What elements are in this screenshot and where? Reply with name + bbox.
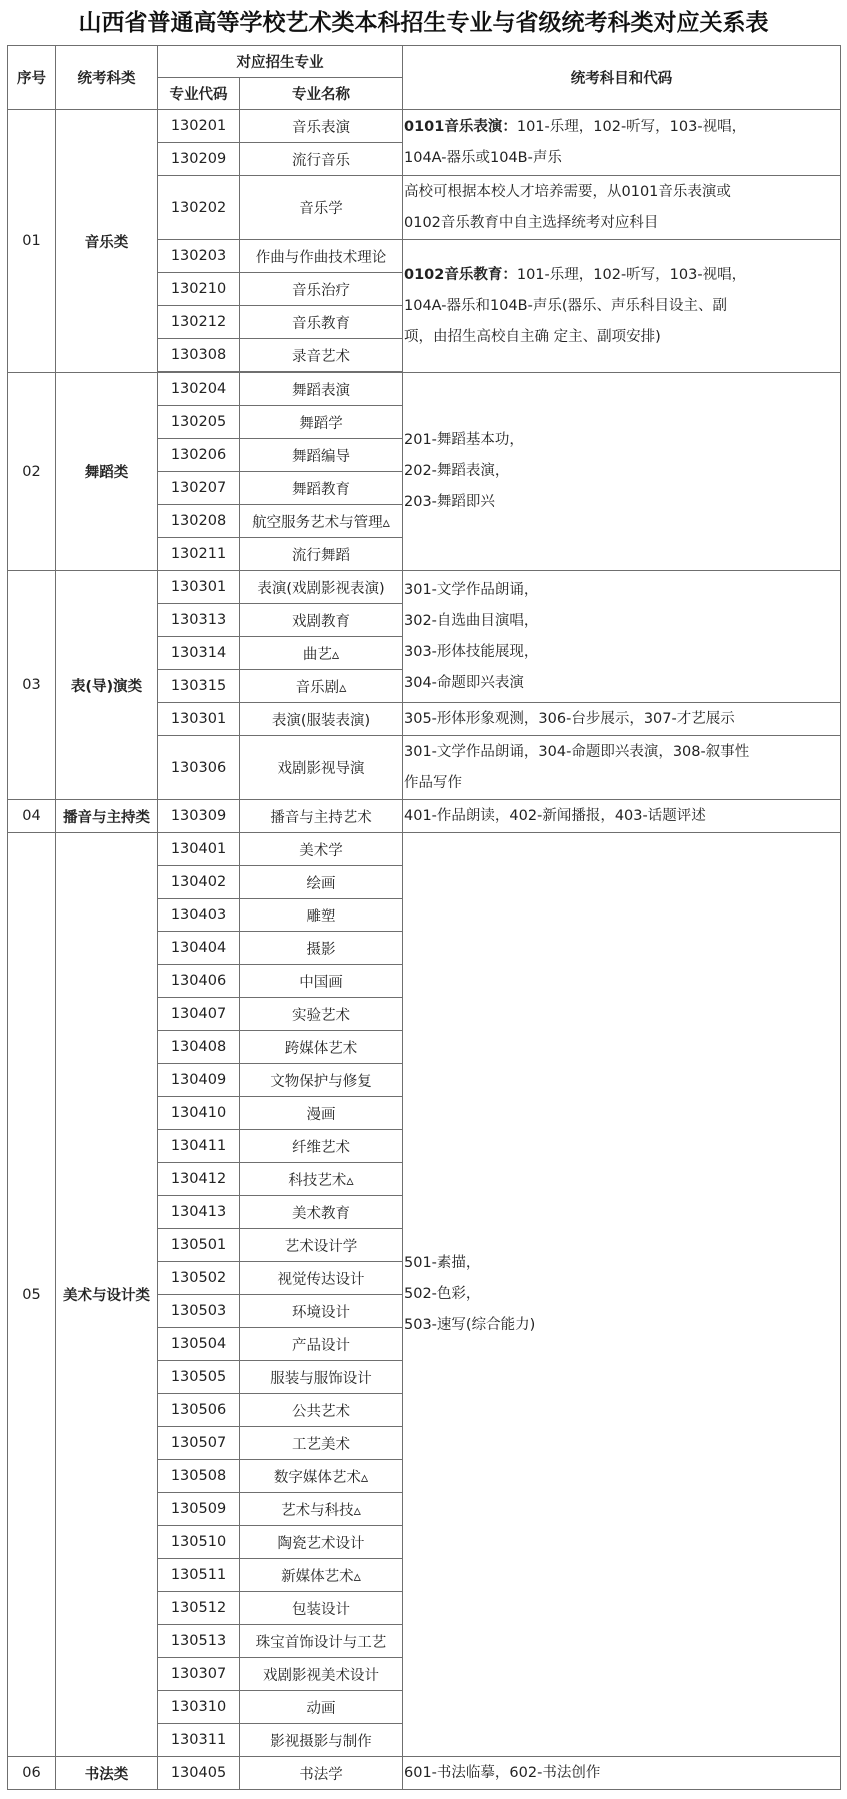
code-cell: 130406 xyxy=(158,965,240,998)
code-cell: 130504 xyxy=(158,1328,240,1361)
seq-cell: 03 xyxy=(8,571,56,800)
category-cell: 音乐类 xyxy=(56,110,158,373)
name-cell: 珠宝首饰设计与工艺 xyxy=(240,1625,403,1658)
table-row xyxy=(8,110,841,143)
page-title: 山西省普通高等学校艺术类本科招生专业与省级统考科类对应关系表 xyxy=(78,10,769,36)
header-row-1 xyxy=(8,46,841,78)
code-cell: 130203 xyxy=(158,240,240,273)
name-cell: 录音艺术 xyxy=(240,339,403,372)
code-cell: 130512 xyxy=(158,1592,240,1625)
subject-line: 302-自选曲目演唱， xyxy=(404,612,539,629)
header-name: 专业名称 xyxy=(240,78,403,110)
seq-cell: 05 xyxy=(8,833,56,1757)
subjects-cell xyxy=(403,571,841,703)
seq-cell: 02 xyxy=(8,373,56,571)
name-cell: 陶瓷艺术设计 xyxy=(240,1526,403,1559)
code-cell: 130404 xyxy=(158,932,240,965)
header-seq: 序号 xyxy=(8,46,56,110)
subject-line: 作品写作 xyxy=(404,774,462,791)
code-cell: 130206 xyxy=(158,439,240,472)
code-cell: 130507 xyxy=(158,1427,240,1460)
code-cell: 130201 xyxy=(158,110,240,143)
name-cell: 科技艺术▵ xyxy=(240,1163,403,1196)
code-cell: 130413 xyxy=(158,1196,240,1229)
table-row xyxy=(8,373,841,406)
subject-line: 502-色彩， xyxy=(404,1286,481,1302)
code-cell: 130503 xyxy=(158,1295,240,1328)
code-cell: 130505 xyxy=(158,1361,240,1394)
name-cell: 音乐学 xyxy=(240,176,403,240)
subjects-cell xyxy=(403,176,841,240)
name-cell: 流行音乐 xyxy=(240,143,403,176)
code-cell: 130509 xyxy=(158,1493,240,1526)
name-cell: 舞蹈编导 xyxy=(240,439,403,472)
code-cell: 130301 xyxy=(158,703,240,736)
code-cell: 130307 xyxy=(158,1658,240,1691)
name-cell: 艺术与科技▵ xyxy=(240,1493,403,1526)
name-cell: 戏剧影视导演 xyxy=(240,736,403,800)
header-subjects: 统考科目和代码 xyxy=(403,46,841,110)
code-cell: 130209 xyxy=(158,143,240,176)
name-cell: 戏剧影视美术设计 xyxy=(240,1658,403,1691)
name-cell: 美术学 xyxy=(240,833,403,866)
seq-cell: 06 xyxy=(8,1757,56,1790)
subject-line: 303-形体技能展现， xyxy=(404,643,539,660)
code-cell: 130310 xyxy=(158,1691,240,1724)
subject-line: 项，由招生高校自主确 定主、副项安排) xyxy=(404,328,661,345)
subject-line: 0101音乐表演：101-乐理，102-听写，103-视唱， xyxy=(404,118,747,135)
name-cell: 表演(戏剧影视表演) xyxy=(240,571,403,604)
name-cell: 艺术设计学 xyxy=(240,1229,403,1262)
name-cell: 作曲与作曲技术理论 xyxy=(240,240,403,273)
name-cell: 数字媒体艺术▵ xyxy=(240,1460,403,1493)
code-cell: 130211 xyxy=(158,538,240,571)
name-cell: 绘画 xyxy=(240,866,403,899)
name-cell: 美术教育 xyxy=(240,1196,403,1229)
name-cell: 音乐教育 xyxy=(240,306,403,339)
subject-heading: 0101音乐表演： xyxy=(404,118,517,135)
subject-line: 301-文学作品朗诵，304-命题即兴表演，308-叙事性 xyxy=(404,743,750,760)
code-cell: 130208 xyxy=(158,505,240,538)
subject-line: 305-形体形象观测，306-台步展示，307-才艺展示 xyxy=(404,710,735,727)
subject-line: 301-文学作品朗诵， xyxy=(404,581,539,598)
code-cell: 130410 xyxy=(158,1097,240,1130)
subjects-cell xyxy=(403,110,841,176)
name-cell: 戏剧教育 xyxy=(240,604,403,637)
category-cell: 书法类 xyxy=(56,1757,158,1790)
mapping-table xyxy=(7,45,841,1790)
code-cell: 130405 xyxy=(158,1757,240,1790)
code-cell: 130308 xyxy=(158,339,240,372)
name-cell: 纤维艺术 xyxy=(240,1130,403,1163)
subjects-cell xyxy=(403,703,841,736)
name-cell: 舞蹈表演 xyxy=(240,373,403,406)
code-cell: 130309 xyxy=(158,800,240,833)
code-cell: 130306 xyxy=(158,736,240,800)
subject-line: 0102音乐教育：101-乐理，102-听写，103-视唱， xyxy=(404,266,747,283)
code-cell: 130501 xyxy=(158,1229,240,1262)
subject-line: 201-舞蹈基本功， xyxy=(404,432,524,448)
code-cell: 130407 xyxy=(158,998,240,1031)
table-row xyxy=(8,571,841,604)
name-cell: 舞蹈教育 xyxy=(240,472,403,505)
subject-line: 401-作品朗读，402-新闻播报，403-话题评述 xyxy=(404,807,706,824)
name-cell: 音乐表演 xyxy=(240,110,403,143)
subject-line: 503-速写(综合能力) xyxy=(404,1317,536,1333)
code-cell: 130212 xyxy=(158,306,240,339)
subjects-cell xyxy=(403,240,841,373)
code-cell: 130502 xyxy=(158,1262,240,1295)
subject-line: 601-书法临摹，602-书法创作 xyxy=(404,1764,601,1781)
category-cell: 美术与设计类 xyxy=(56,833,158,1757)
subject-line: 高校可根据本校人才培养需要，从0101音乐表演或 xyxy=(404,183,731,200)
subjects-cell xyxy=(403,833,841,1757)
subjects-cell xyxy=(403,736,841,800)
code-cell: 130315 xyxy=(158,670,240,703)
subjects-cell xyxy=(403,373,841,571)
name-cell: 播音与主持艺术 xyxy=(240,800,403,833)
category-cell: 舞蹈类 xyxy=(56,373,158,571)
subject-line: 304-命题即兴表演 xyxy=(404,674,524,691)
code-cell: 130314 xyxy=(158,637,240,670)
code-cell: 130311 xyxy=(158,1724,240,1757)
category-cell: 表(导)演类 xyxy=(56,571,158,800)
name-cell: 音乐剧▵ xyxy=(240,670,403,703)
name-cell: 包装设计 xyxy=(240,1592,403,1625)
code-cell: 130301 xyxy=(158,571,240,604)
name-cell: 实验艺术 xyxy=(240,998,403,1031)
name-cell: 环境设计 xyxy=(240,1295,403,1328)
subjects-cell xyxy=(403,800,841,833)
name-cell: 漫画 xyxy=(240,1097,403,1130)
name-cell: 产品设计 xyxy=(240,1328,403,1361)
name-cell: 音乐治疗 xyxy=(240,273,403,306)
seq-cell: 04 xyxy=(8,800,56,833)
subject-line: 203-舞蹈即兴 xyxy=(404,494,495,510)
code-cell: 130202 xyxy=(158,176,240,240)
code-cell: 130313 xyxy=(158,604,240,637)
code-cell: 130411 xyxy=(158,1130,240,1163)
code-cell: 130409 xyxy=(158,1064,240,1097)
header-majors: 对应招生专业 xyxy=(158,46,403,78)
table-row xyxy=(8,800,841,833)
subjects-cell xyxy=(403,1757,841,1790)
name-cell: 航空服务艺术与管理▵ xyxy=(240,505,403,538)
name-cell: 文物保护与修复 xyxy=(240,1064,403,1097)
subject-line: 104A-器乐或104B-声乐 xyxy=(404,149,562,166)
name-cell: 公共艺术 xyxy=(240,1394,403,1427)
table-row xyxy=(8,1757,841,1790)
code-cell: 130204 xyxy=(158,373,240,406)
code-cell: 130402 xyxy=(158,866,240,899)
subject-line: 104A-器乐和104B-声乐(器乐、声乐科目设主、副 xyxy=(404,297,728,314)
name-cell: 工艺美术 xyxy=(240,1427,403,1460)
seq-cell: 01 xyxy=(8,110,56,373)
subject-line: 501-素描， xyxy=(404,1255,481,1271)
header-code: 专业代码 xyxy=(158,78,240,110)
subject-line: 0102音乐教育中自主选择统考对应科目 xyxy=(404,214,659,231)
name-cell: 跨媒体艺术 xyxy=(240,1031,403,1064)
name-cell: 书法学 xyxy=(240,1757,403,1790)
code-cell: 130510 xyxy=(158,1526,240,1559)
name-cell: 流行舞蹈 xyxy=(240,538,403,571)
code-cell: 130412 xyxy=(158,1163,240,1196)
name-cell: 舞蹈学 xyxy=(240,406,403,439)
name-cell: 新媒体艺术▵ xyxy=(240,1559,403,1592)
code-cell: 130403 xyxy=(158,899,240,932)
name-cell: 视觉传达设计 xyxy=(240,1262,403,1295)
code-cell: 130508 xyxy=(158,1460,240,1493)
code-cell: 130408 xyxy=(158,1031,240,1064)
header-category: 统考科类 xyxy=(56,46,158,110)
name-cell: 影视摄影与制作 xyxy=(240,1724,403,1757)
name-cell: 中国画 xyxy=(240,965,403,998)
name-cell: 动画 xyxy=(240,1691,403,1724)
table-row xyxy=(8,833,841,866)
name-cell: 服装与服饰设计 xyxy=(240,1361,403,1394)
name-cell: 摄影 xyxy=(240,932,403,965)
name-cell: 表演(服装表演) xyxy=(240,703,403,736)
code-cell: 130506 xyxy=(158,1394,240,1427)
code-cell: 130513 xyxy=(158,1625,240,1658)
code-cell: 130205 xyxy=(158,406,240,439)
subject-line: 202-舞蹈表演， xyxy=(404,463,510,479)
code-cell: 130401 xyxy=(158,833,240,866)
category-cell: 播音与主持类 xyxy=(56,800,158,833)
code-cell: 130210 xyxy=(158,273,240,306)
code-cell: 130207 xyxy=(158,472,240,505)
code-cell: 130511 xyxy=(158,1559,240,1592)
name-cell: 雕塑 xyxy=(240,899,403,932)
name-cell: 曲艺▵ xyxy=(240,637,403,670)
subject-heading: 0102音乐教育： xyxy=(404,266,517,283)
